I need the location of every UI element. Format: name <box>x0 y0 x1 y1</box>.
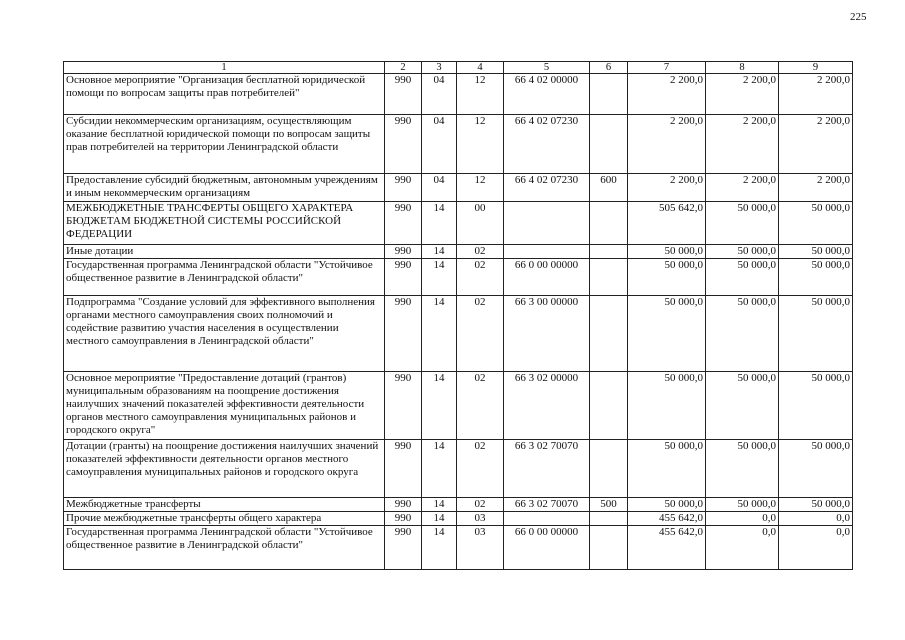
row-value-cell: 990 <box>385 512 422 526</box>
row-value-cell <box>590 259 628 296</box>
row-value-cell <box>590 440 628 498</box>
row-value-cell: 66 3 02 70070 <box>504 440 590 498</box>
row-name-cell: Государственная программа Ленинградской области "Устойчивое общественное развитие в Ленинградской области" <box>64 259 385 296</box>
row-value-cell: 500 <box>590 498 628 512</box>
table-row <box>64 498 853 512</box>
row-name-cell: Прочие межбюджетные трансферты общего характера <box>64 512 385 526</box>
row-value-cell: 50 000,0 <box>706 245 779 259</box>
row-value-cell <box>504 245 590 259</box>
row-value-cell: 66 4 02 00000 <box>504 74 590 115</box>
row-value-cell: 12 <box>457 115 504 174</box>
row-value-cell <box>590 512 628 526</box>
row-value-cell: 50 000,0 <box>628 372 706 440</box>
table-row <box>64 202 853 245</box>
row-value-cell: 12 <box>457 74 504 115</box>
column-header: 7 <box>628 62 706 74</box>
row-value-cell <box>590 202 628 245</box>
row-value-cell: 990 <box>385 259 422 296</box>
row-value-cell: 0,0 <box>779 526 853 570</box>
column-header: 3 <box>422 62 457 74</box>
row-value-cell: 2 200,0 <box>706 115 779 174</box>
table-row <box>64 296 853 372</box>
row-value-cell: 990 <box>385 296 422 372</box>
row-name-cell: Межбюджетные трансферты <box>64 498 385 512</box>
row-value-cell: 990 <box>385 372 422 440</box>
row-value-cell <box>590 372 628 440</box>
row-value-cell: 66 0 00 00000 <box>504 526 590 570</box>
column-header: 4 <box>457 62 504 74</box>
row-value-cell: 505 642,0 <box>628 202 706 245</box>
row-value-cell: 66 3 02 70070 <box>504 498 590 512</box>
row-value-cell: 50 000,0 <box>628 296 706 372</box>
row-value-cell: 14 <box>422 372 457 440</box>
row-value-cell: 50 000,0 <box>628 259 706 296</box>
row-value-cell: 2 200,0 <box>628 74 706 115</box>
row-value-cell: 66 4 02 07230 <box>504 115 590 174</box>
row-value-cell: 04 <box>422 115 457 174</box>
column-header: 1 <box>64 62 385 74</box>
row-value-cell: 66 4 02 07230 <box>504 174 590 202</box>
row-value-cell: 50 000,0 <box>779 498 853 512</box>
row-value-cell: 02 <box>457 440 504 498</box>
row-value-cell: 50 000,0 <box>779 259 853 296</box>
row-value-cell: 02 <box>457 259 504 296</box>
row-name-cell: Иные дотации <box>64 245 385 259</box>
row-value-cell: 990 <box>385 498 422 512</box>
row-value-cell: 02 <box>457 372 504 440</box>
table-row <box>64 259 853 296</box>
row-value-cell: 14 <box>422 296 457 372</box>
page-number: 225 <box>850 11 867 23</box>
row-value-cell: 0,0 <box>706 526 779 570</box>
row-value-cell: 50 000,0 <box>706 202 779 245</box>
row-value-cell: 0,0 <box>706 512 779 526</box>
table-row <box>64 526 853 570</box>
row-value-cell: 14 <box>422 526 457 570</box>
row-value-cell <box>590 115 628 174</box>
row-value-cell: 2 200,0 <box>628 174 706 202</box>
row-value-cell: 2 200,0 <box>779 174 853 202</box>
column-header: 9 <box>779 62 853 74</box>
row-value-cell: 2 200,0 <box>706 174 779 202</box>
row-value-cell <box>504 512 590 526</box>
row-value-cell: 990 <box>385 202 422 245</box>
row-value-cell: 50 000,0 <box>779 440 853 498</box>
row-name-cell: Субсидии некоммерческим организациям, осуществляющим оказание бесплатной юридической помощи по вопросам защиты прав потребителей на территории Ленинградской области <box>64 115 385 174</box>
row-value-cell: 66 3 02 00000 <box>504 372 590 440</box>
row-value-cell: 14 <box>422 245 457 259</box>
row-value-cell: 2 200,0 <box>628 115 706 174</box>
table-row <box>64 440 853 498</box>
column-header: 6 <box>590 62 628 74</box>
row-value-cell: 03 <box>457 526 504 570</box>
row-value-cell: 12 <box>457 174 504 202</box>
table-row <box>64 74 853 115</box>
row-value-cell: 14 <box>422 440 457 498</box>
row-value-cell: 14 <box>422 202 457 245</box>
row-value-cell: 50 000,0 <box>779 372 853 440</box>
row-value-cell: 0,0 <box>779 512 853 526</box>
row-value-cell: 600 <box>590 174 628 202</box>
column-header: 8 <box>706 62 779 74</box>
row-value-cell <box>590 245 628 259</box>
row-value-cell: 990 <box>385 74 422 115</box>
row-value-cell: 02 <box>457 245 504 259</box>
row-name-cell: Подпрограмма "Создание условий для эффективного выполнения органами местного самоуправления своих полномочий и содействие развитию участия населения в осуществлении местного самоуправления в Ленинградской области" <box>64 296 385 372</box>
row-value-cell: 04 <box>422 174 457 202</box>
row-value-cell: 02 <box>457 498 504 512</box>
row-value-cell: 50 000,0 <box>628 245 706 259</box>
row-value-cell: 50 000,0 <box>706 372 779 440</box>
row-value-cell: 04 <box>422 74 457 115</box>
row-value-cell: 2 200,0 <box>779 115 853 174</box>
row-value-cell: 50 000,0 <box>706 498 779 512</box>
table-row <box>64 174 853 202</box>
table-row <box>64 115 853 174</box>
table-row <box>64 245 853 259</box>
row-value-cell: 50 000,0 <box>706 259 779 296</box>
row-value-cell: 50 000,0 <box>628 498 706 512</box>
table-row <box>64 372 853 440</box>
header-row <box>64 62 853 74</box>
row-value-cell: 50 000,0 <box>779 245 853 259</box>
row-value-cell: 990 <box>385 245 422 259</box>
column-header: 2 <box>385 62 422 74</box>
row-value-cell: 990 <box>385 526 422 570</box>
column-header: 5 <box>504 62 590 74</box>
row-value-cell <box>590 296 628 372</box>
row-value-cell: 455 642,0 <box>628 526 706 570</box>
row-value-cell: 50 000,0 <box>779 202 853 245</box>
row-value-cell <box>590 526 628 570</box>
row-value-cell: 50 000,0 <box>706 440 779 498</box>
row-value-cell: 455 642,0 <box>628 512 706 526</box>
row-name-cell: МЕЖБЮДЖЕТНЫЕ ТРАНСФЕРТЫ ОБЩЕГО ХАРАКТЕРА БЮДЖЕТАМ БЮДЖЕТНОЙ СИСТЕМЫ РОССИЙСКОЙ ФЕДЕРАЦИИ <box>64 202 385 245</box>
row-value-cell: 2 200,0 <box>779 74 853 115</box>
row-value-cell: 14 <box>422 259 457 296</box>
row-value-cell: 66 0 00 00000 <box>504 259 590 296</box>
table-row <box>64 512 853 526</box>
row-value-cell: 50 000,0 <box>706 296 779 372</box>
row-value-cell: 00 <box>457 202 504 245</box>
row-value-cell: 990 <box>385 115 422 174</box>
row-value-cell: 2 200,0 <box>706 74 779 115</box>
row-value-cell: 50 000,0 <box>779 296 853 372</box>
row-name-cell: Государственная программа Ленинградской области "Устойчивое общественное развитие в Ленинградской области" <box>64 526 385 570</box>
row-value-cell: 03 <box>457 512 504 526</box>
row-name-cell: Основное мероприятие "Организация бесплатной юридической помощи по вопросам защиты прав потребителей" <box>64 74 385 115</box>
row-value-cell: 14 <box>422 498 457 512</box>
row-value-cell: 66 3 00 00000 <box>504 296 590 372</box>
budget-table <box>63 61 853 570</box>
row-value-cell <box>504 202 590 245</box>
row-value-cell: 990 <box>385 174 422 202</box>
row-name-cell: Предоставление субсидий бюджетным, автономным учреждениям и иным некоммерческим организациям <box>64 174 385 202</box>
row-value-cell: 14 <box>422 512 457 526</box>
row-name-cell: Основное мероприятие "Предоставление дотаций (грантов) муниципальным образованиям на поощрение достижения наилучших значений показателей эффективности деятельности органов местного самоуправления муниципальных районов и городского округа" <box>64 372 385 440</box>
row-value-cell <box>590 74 628 115</box>
row-value-cell: 02 <box>457 296 504 372</box>
row-value-cell: 990 <box>385 440 422 498</box>
row-value-cell: 50 000,0 <box>628 440 706 498</box>
row-name-cell: Дотации (гранты) на поощрение достижения наилучших значений показателей эффективности деятельности органов местного самоуправления муниципальных районов и городского округа <box>64 440 385 498</box>
